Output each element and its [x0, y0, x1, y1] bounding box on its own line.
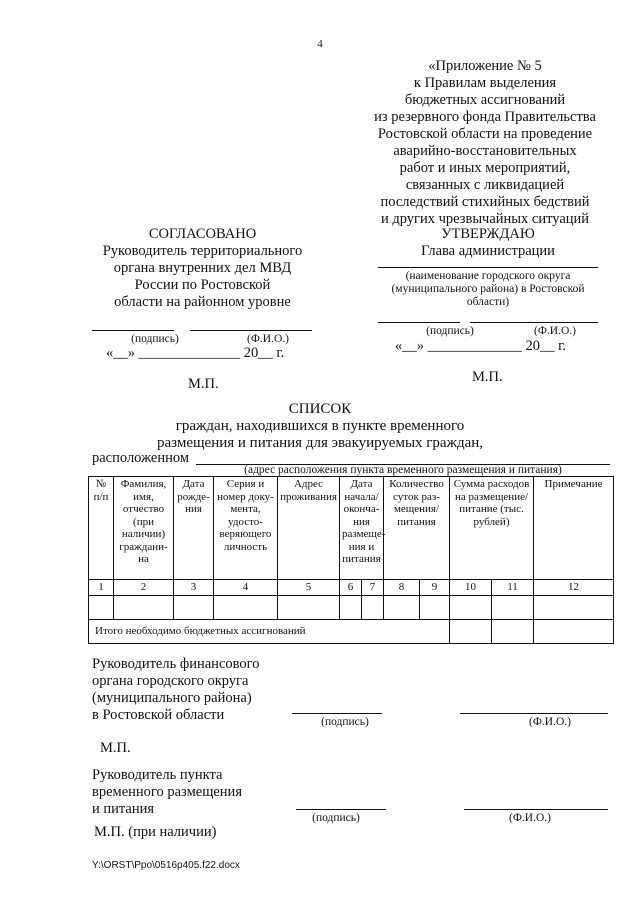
agreed-line: органа внутренних дел МВД [113, 260, 292, 276]
header-note: Примечание [534, 477, 614, 580]
header-name: Фамилия, имя, отчество (при наличии) гражданина [114, 477, 174, 580]
header-doc: Серия и номер документа, удостоверяющего личность [214, 477, 278, 580]
table-row [89, 580, 614, 596]
agreed-sign-label: (подпись) [131, 333, 179, 345]
column-number: 12 [534, 580, 614, 596]
table-cell [534, 595, 614, 619]
point-head-line: и питания [92, 801, 155, 817]
header-sum: Сумма расходов на размещение/ питание (тыс. рублей) [450, 477, 534, 580]
point-name-line [464, 809, 608, 810]
table-cell [340, 595, 362, 619]
header-dates: Дата начала/ окончания размещения и питания [340, 477, 384, 580]
annex-line: аварийно-восстановительных [393, 143, 577, 159]
approve-name-line [378, 267, 598, 268]
annex-line: работ и иных мероприятий, [399, 160, 571, 176]
approve-stamp: М.П. [472, 369, 503, 385]
list-title: СПИСОК [288, 401, 352, 417]
agreed-line: России по Ростовской [134, 277, 271, 293]
finance-sign-line [292, 713, 382, 714]
header-days: Количество суток размещения/ питания [384, 477, 450, 580]
agreed-heading: СОГЛАСОВАНО [148, 226, 257, 242]
column-number: 3 [174, 580, 214, 596]
evacuees-table [88, 476, 614, 644]
approve-heading: УТВЕРЖДАЮ [441, 226, 535, 242]
table-cell [492, 619, 534, 643]
finance-name-line [460, 713, 608, 714]
table-cell [384, 595, 420, 619]
point-sign-line [296, 809, 386, 810]
approve-date: «__» _____________ 20__ г. [395, 338, 567, 354]
table-cell [278, 595, 340, 619]
approve-sign-line [378, 322, 460, 323]
agreed-line: области на районном уровне [114, 294, 291, 310]
finance-head-title [92, 656, 259, 724]
approve-role: Глава администрации [421, 243, 555, 259]
agreed-date: «__» ______________ 20__ г. [106, 345, 285, 361]
approve-caption [370, 270, 606, 309]
table-cell [89, 595, 114, 619]
approve-caption-line: (муниципального района) в Ростовской [391, 283, 585, 295]
table-row [89, 595, 614, 619]
agreed-sign-line [92, 330, 174, 331]
table-cell [362, 595, 384, 619]
finance-head-line: (муниципального района) [92, 690, 252, 706]
agreed-name-label: (Ф.И.О.) [247, 333, 289, 345]
annex-line: Ростовской области на проведение [377, 126, 593, 142]
list-subtitle-line: размещения и питания для эвакуируемых граждан, [156, 435, 484, 451]
approve-block [370, 226, 606, 260]
annex-line: к Правилам выделения [413, 75, 557, 91]
annex-line: и других чрезвычайных ситуаций [380, 211, 590, 227]
annex-heading [340, 58, 630, 228]
column-number: 6 [340, 580, 362, 596]
column-number: 10 [450, 580, 492, 596]
column-number: 1 [89, 580, 114, 596]
page-number: 4 [317, 38, 323, 50]
table-cell [214, 595, 278, 619]
finance-sign-label: (подпись) [321, 716, 369, 728]
address-caption: (адрес расположения пункта временного размещения и питания) [244, 464, 562, 476]
header-birth: Дата рождения [174, 477, 214, 580]
point-head-title [92, 767, 242, 818]
agreed-line: Руководитель территориального [102, 243, 303, 259]
annex-line: связанных с ликвидацией [405, 177, 565, 193]
finance-head-line: в Ростовской области [92, 707, 225, 723]
column-number: 2 [114, 580, 174, 596]
table-cell [450, 619, 492, 643]
point-head-line: временного размещения [92, 784, 242, 800]
list-title-block [0, 401, 640, 452]
point-name-label: (Ф.И.О.) [509, 812, 551, 824]
footer-file-path: Y:\ORST\Ppo\0516p405.f22.docx [92, 860, 240, 871]
point-stamp: М.П. (при наличии) [94, 824, 217, 840]
column-number: 11 [492, 580, 534, 596]
table-header-row [89, 477, 614, 580]
table-cell [174, 595, 214, 619]
point-sign-label: (подпись) [312, 812, 360, 824]
table-total-row [89, 619, 614, 643]
header-num: № п/п [89, 477, 114, 580]
table-cell [492, 595, 534, 619]
finance-stamp: М.П. [100, 740, 131, 756]
table-cell [450, 595, 492, 619]
annex-line: последствий стихийных бедствий [380, 194, 590, 210]
table-cell [534, 619, 614, 643]
agreed-stamp: М.П. [188, 376, 219, 392]
approve-caption-line: области) [466, 296, 510, 308]
header-address: Адрес проживания [278, 477, 340, 580]
column-number: 8 [384, 580, 420, 596]
point-head-line: Руководитель пункта [92, 767, 223, 783]
finance-head-line: Руководитель финансового [92, 656, 260, 672]
annex-line: бюджетных ассигнований [404, 92, 566, 108]
column-number: 7 [362, 580, 384, 596]
column-number: 9 [420, 580, 450, 596]
total-label: Итого необходимо бюджетных ассигнований [89, 619, 450, 643]
agreed-block [70, 226, 335, 311]
approve-name-sign-line [470, 322, 598, 323]
table-cell [114, 595, 174, 619]
list-subtitle-line: граждан, находившихся в пункте временного [175, 418, 465, 434]
column-number: 4 [214, 580, 278, 596]
finance-head-line: органа городского округа [92, 673, 249, 689]
column-number: 5 [278, 580, 340, 596]
agreed-name-line [190, 330, 312, 331]
approve-caption-line: (наименование городского округа [405, 270, 571, 282]
table-cell [420, 595, 450, 619]
annex-line: «Приложение № 5 [428, 58, 542, 74]
approve-sign-label: (подпись) [426, 325, 474, 337]
located-label: расположенном [92, 450, 189, 466]
approve-name-label: (Ф.И.О.) [534, 325, 576, 337]
finance-name-label: (Ф.И.О.) [529, 716, 571, 728]
annex-line: из резервного фонда Правительства [374, 109, 596, 125]
